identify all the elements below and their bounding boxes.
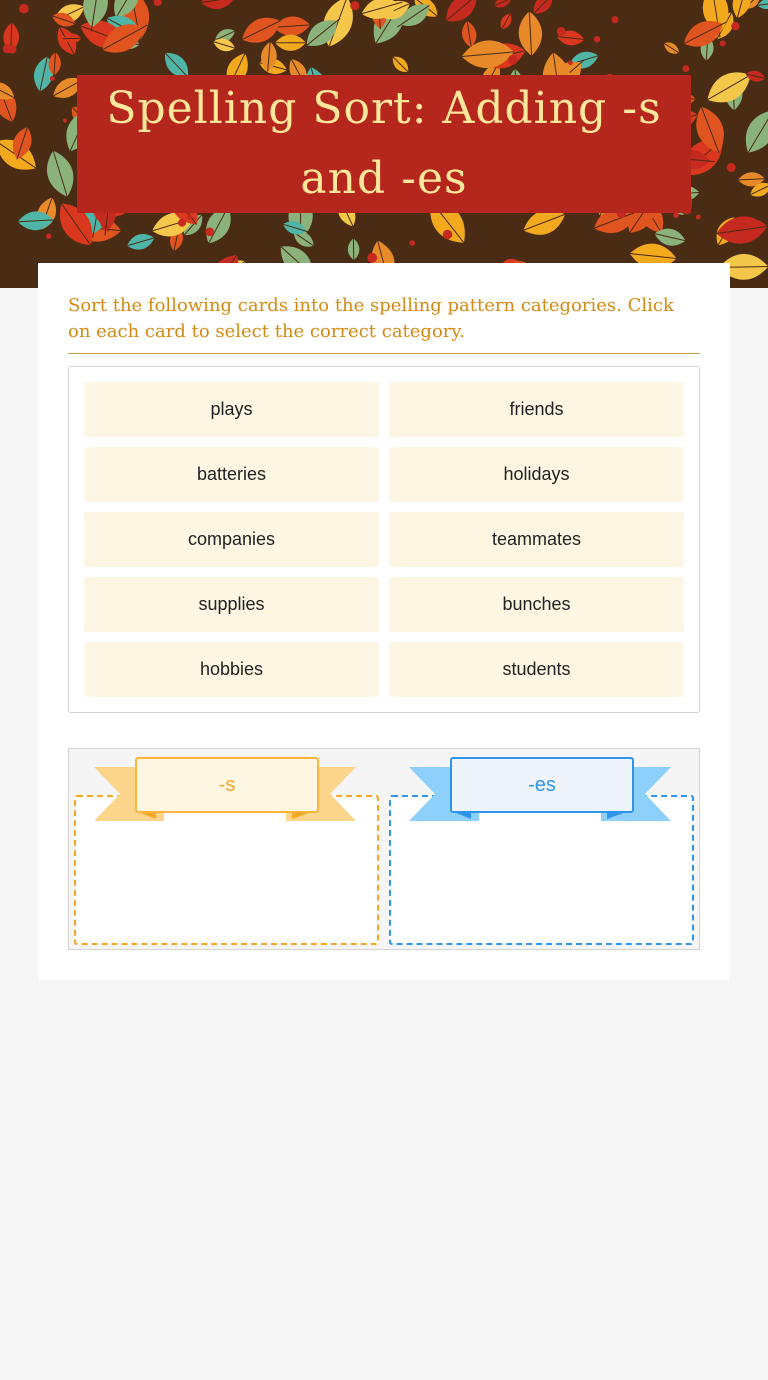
word-card[interactable]: supplies — [84, 577, 379, 632]
berry-shape — [63, 119, 67, 123]
berry-shape — [19, 4, 29, 14]
leaf-shape — [498, 8, 517, 32]
berry-shape — [50, 76, 55, 81]
word-card[interactable]: bunches — [389, 577, 684, 632]
berry-shape — [409, 240, 415, 246]
berry-shape — [683, 65, 690, 72]
berry-shape — [154, 0, 162, 6]
word-card[interactable]: friends — [389, 382, 684, 437]
berry-shape — [46, 234, 51, 239]
berry-shape — [594, 36, 600, 42]
title-box — [77, 75, 691, 213]
berry-shape — [367, 253, 377, 263]
berry-shape — [720, 41, 726, 47]
berry-shape — [187, 215, 192, 220]
card-deck — [68, 366, 700, 713]
berry-shape — [727, 163, 736, 172]
leaf-shape — [41, 147, 81, 204]
berry-shape — [350, 1, 359, 10]
word-card[interactable]: students — [389, 642, 684, 697]
leaf-shape — [661, 39, 685, 59]
leaf-shape — [488, 0, 513, 12]
leaf-shape — [125, 230, 160, 253]
berry-shape — [696, 215, 701, 220]
instructions-text: Sort the following cards into the spelling pattern categories. Click on each card to select the correct category. — [68, 293, 700, 354]
berry-shape — [3, 44, 12, 53]
berry-shape — [443, 230, 452, 239]
leaf-shape — [348, 234, 360, 260]
leaf-shape — [200, 0, 241, 12]
category-bucket-es — [389, 749, 694, 949]
word-card[interactable]: holidays — [389, 447, 684, 502]
header-banner — [0, 0, 768, 288]
leaf-shape — [436, 0, 483, 31]
category-label-es: -es — [450, 757, 634, 813]
berry-shape — [508, 55, 518, 65]
category-bucket-s — [74, 749, 379, 949]
word-card[interactable]: companies — [84, 512, 379, 567]
berry-shape — [568, 60, 573, 65]
berry-shape — [557, 27, 566, 36]
berry-shape — [731, 22, 739, 30]
category-label-s: -s — [135, 757, 319, 813]
page-title: Spelling Sort: Adding -s and -es — [106, 83, 662, 204]
berry-shape — [178, 219, 186, 227]
leaf-shape — [737, 100, 768, 159]
word-card[interactable]: plays — [84, 382, 379, 437]
word-card[interactable]: hobbies — [84, 642, 379, 697]
berry-shape — [612, 16, 619, 23]
sort-area — [68, 748, 700, 950]
word-card[interactable]: teammates — [389, 512, 684, 567]
word-card[interactable]: batteries — [84, 447, 379, 502]
activity-panel — [38, 263, 730, 980]
leaf-shape — [271, 35, 306, 51]
berry-shape — [205, 228, 214, 237]
